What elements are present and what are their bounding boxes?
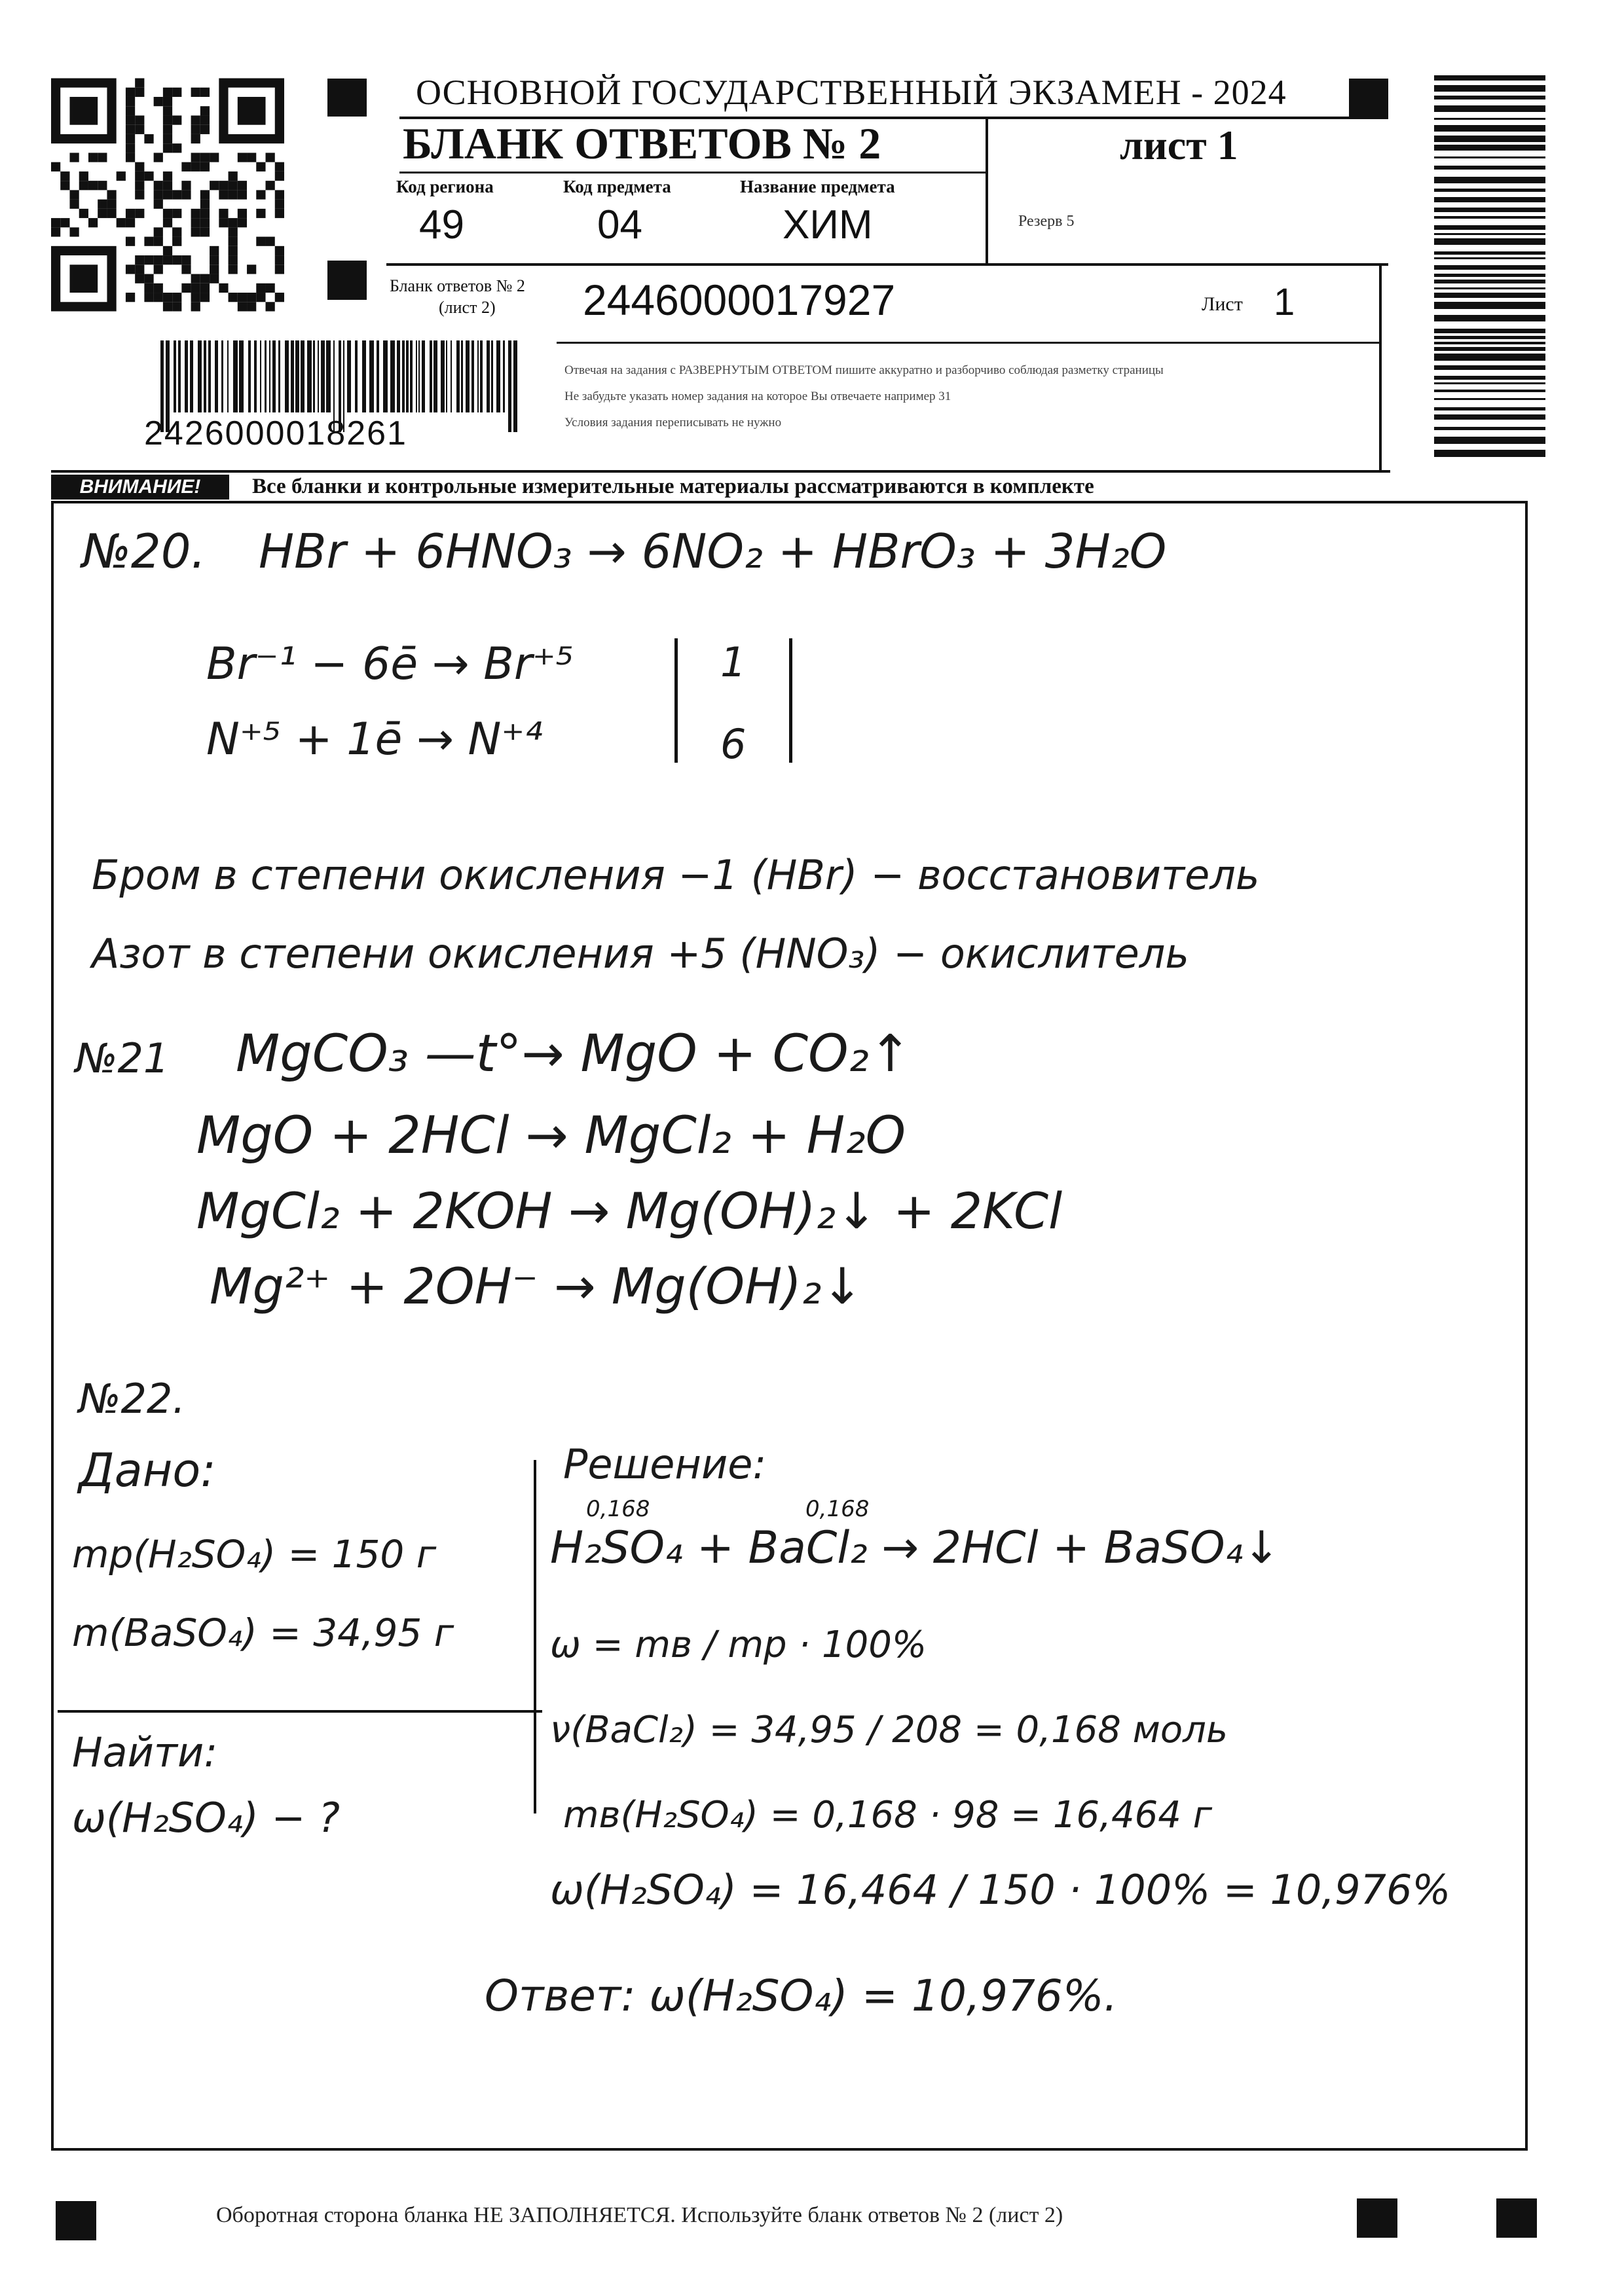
barcode-number: 2426000018261: [144, 414, 407, 452]
qr-code: [51, 75, 284, 314]
region-value: 49: [419, 202, 464, 247]
task-21-eq1: MgCO₃ —t°→ MgO + CO₂↑: [236, 1025, 912, 1084]
task-21-number: №21: [75, 1034, 170, 1082]
task-21-eq3: MgCl₂ + 2KOH → Mg(OH)₂↓ + 2KCl: [196, 1182, 1063, 1240]
task-20-balance-n: N⁺⁵ + 1ē → N⁺⁴: [206, 714, 543, 765]
notice-text: Все бланки и контрольные измерительные материалы рассматриваются в комплекте: [252, 475, 1094, 498]
footer-text: Оборотная сторона бланка НЕ ЗАПОЛНЯЕТСЯ. Используйте бланк ответов № 2 (лист 2): [216, 2203, 1063, 2227]
task-20-number: №20.: [82, 524, 206, 579]
task-20-reducer: Бром в степени окисления −1 (HBr) − восстановитель: [92, 851, 1260, 899]
task-20-balance-br: Br⁻¹ − 6ē → Br⁺⁵: [206, 638, 574, 690]
task-22-given-2: m(BaSO₄) = 34,95 г: [72, 1611, 454, 1655]
task-20-coef-6: 6: [720, 720, 747, 768]
subject-code-label: Код предмета: [563, 177, 671, 196]
task-22-find-1: ω(H₂SO₄) − ?: [72, 1794, 341, 1842]
task-22-number: №22.: [79, 1375, 186, 1423]
task-22-mol-2: 0,168: [805, 1496, 870, 1522]
task-22-solution-label: Решение:: [563, 1440, 767, 1488]
task-22-omega: ω(H₂SO₄) = 16,464 / 150 · 100% = 10,976%: [550, 1866, 1451, 1914]
marker-square: [56, 2201, 96, 2240]
task-22-equation: H₂SO₄ + BaCl₂ → 2HCl + BaSO₄↓: [550, 1522, 1280, 1574]
form-number: 2446000017927: [583, 276, 896, 324]
instruction-line: Не забудьте указать номер задания на которое Вы отвечаете например 31: [564, 390, 951, 403]
exam-title: ОСНОВНОЙ ГОСУДАРСТВЕННЫЙ ЭКЗАМЕН - 2024: [416, 73, 1287, 112]
task-22-find-label: Найти:: [72, 1728, 218, 1776]
task-22-answer: Ответ: ω(H₂SO₄) = 10,976%.: [485, 1971, 1118, 2021]
marker-square: [1349, 79, 1388, 117]
task-22-nu: ν(BaCl₂) = 34,95 / 208 = 0,168 моль: [550, 1709, 1228, 1751]
task-20-oxidizer: Азот в степени окисления +5 (HNO₃) − окислитель: [92, 930, 1189, 977]
marker-square: [327, 79, 367, 117]
marker-square: [1357, 2198, 1397, 2238]
reserve-label: Резерв 5: [1018, 213, 1075, 230]
task-22-mol-1: 0,168: [586, 1496, 650, 1522]
task-22-formula: ω = mв / mр · 100%: [550, 1624, 927, 1666]
task-21-eq2: MgO + 2HCl → MgCl₂ + H₂O: [196, 1106, 906, 1165]
sheet-label: лист 1: [1120, 122, 1238, 168]
task-20-coef-1: 1: [720, 638, 747, 686]
subject-name-value: ХИМ: [783, 202, 873, 247]
notice-badge: ВНИМАНИЕ!: [51, 475, 229, 500]
region-label: Код региона: [396, 177, 494, 196]
task-22-mass: mв(H₂SO₄) = 0,168 · 98 = 16,464 г: [563, 1794, 1213, 1836]
side-barcode: [1434, 75, 1545, 455]
task-22-given-label: Дано:: [79, 1444, 216, 1497]
task-21-eq4: Mg²⁺ + 2OH⁻ → Mg(OH)₂↓: [210, 1257, 864, 1315]
subject-name-label: Название предмета: [740, 177, 895, 196]
instruction-line: Отвечая на задания с РАЗВЕРНУТЫМ ОТВЕТОМ пишите аккуратно и разборчиво соблюдая разметку страницы: [564, 363, 1164, 377]
form-title: БЛАНК ОТВЕТОВ № 2: [403, 118, 881, 168]
sheet-small-label: Лист: [1202, 293, 1243, 315]
subject-code-value: 04: [597, 202, 642, 247]
form-ref-line1: Бланк ответов № 2: [390, 276, 525, 295]
task-22-given-1: mр(H₂SO₄) = 150 г: [72, 1532, 437, 1576]
task-20-equation: HBr + 6HNO₃ → 6NO₂ + HBrO₃ + 3H₂O: [259, 524, 1167, 579]
sheet-small-value: 1: [1274, 281, 1295, 323]
form-ref-line2: (лист 2): [439, 298, 496, 317]
instruction-line: Условия задания переписывать не нужно: [564, 416, 782, 429]
marker-square: [327, 261, 367, 300]
marker-square: [1496, 2198, 1537, 2238]
